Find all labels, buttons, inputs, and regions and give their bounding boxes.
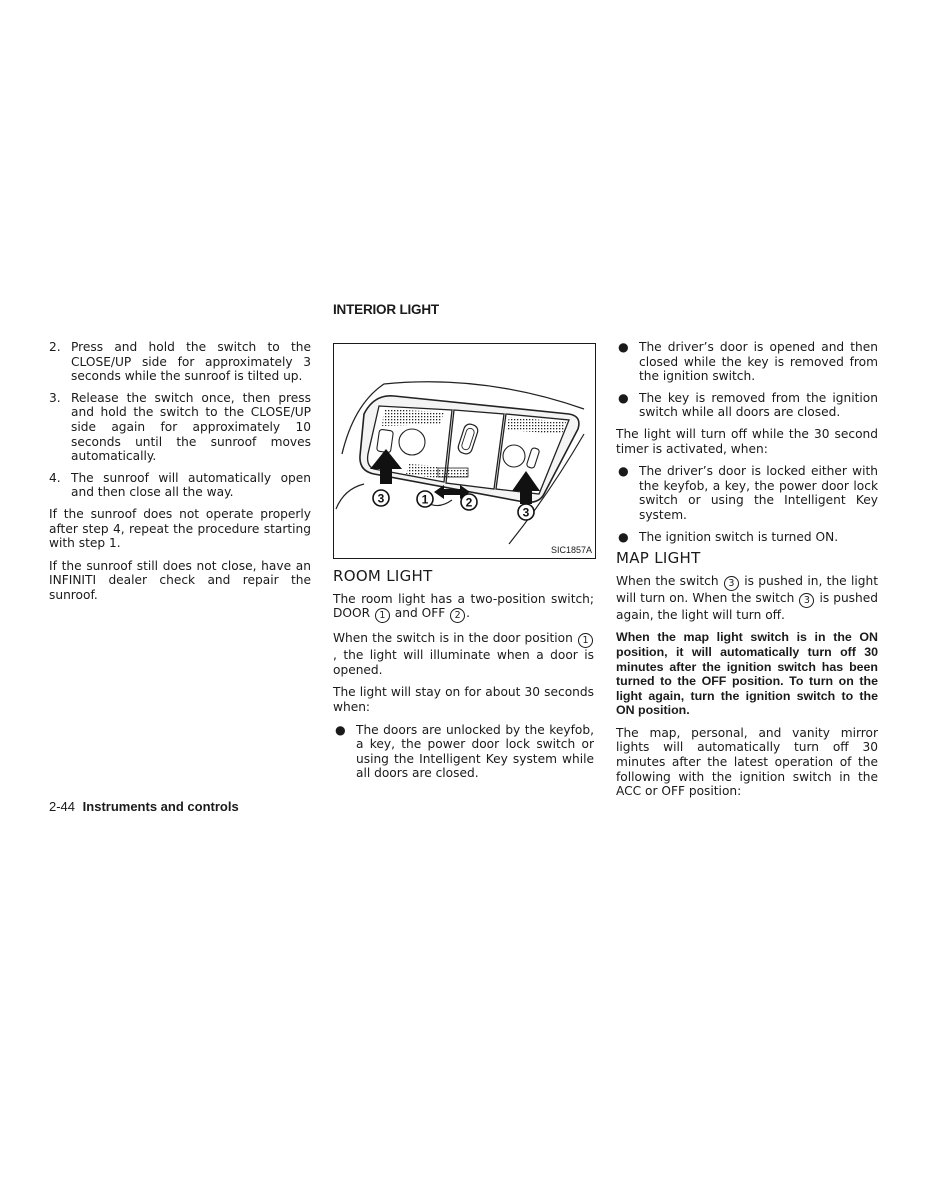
overhead-console-illustration	[334, 344, 595, 558]
bullet-icon: ●	[618, 340, 629, 354]
page-number: 2-44	[49, 799, 76, 814]
warning-paragraph: When the map light switch is in the ON position, it will automatically turn off 30 minutes after the ignition switch has been turned to the OFF position. To turn on the light again, turn the ignition switch to the ON position.	[616, 630, 878, 718]
list-item	[49, 340, 311, 384]
bullet-list	[333, 723, 594, 781]
list-item	[49, 391, 311, 464]
step-number: 3.	[49, 390, 61, 405]
map-light-heading: MAP LIGHT	[616, 549, 701, 568]
figure-caption: SIC1857A	[550, 545, 592, 555]
svg-text:3: 3	[377, 491, 385, 506]
callout-1	[417, 491, 433, 507]
paragraph: When the switch 3 is pushed in, the light will turn on. When the switch 3 is pushed again, the light will turn off.	[616, 573, 879, 622]
paragraph: The light will turn off while the 30 second timer is activated, when:	[616, 426, 878, 456]
bullet-list	[616, 340, 878, 420]
interior-light-figure	[333, 343, 596, 559]
bullet-list	[616, 464, 878, 544]
list-item: ● The key is removed from the ignition switch while all doors are closed.	[618, 390, 878, 420]
svg-text:3: 3	[522, 505, 530, 520]
callout-3-inline: 3	[724, 576, 739, 591]
paragraph: When the switch is in the door position 1, the light will illuminate when a door is opened.	[333, 631, 594, 677]
paragraph: The room light has a two-position switch; DOOR 1 and OFF 2 .	[333, 591, 594, 622]
paragraph: If the sunroof does not operate properly after step 4, repeat the procedure starting with step 1.	[49, 506, 311, 551]
callout-1-inline: 1	[578, 633, 593, 648]
paragraph: If the sunroof still does not close, have an INFINITI dealer check and repair the sunroof.	[49, 558, 311, 602]
step-number: 2.	[49, 340, 61, 354]
step-text: Press and hold the switch to the CLOSE/UP side for approximately 3 seconds while the sunroof is tilted up.	[71, 340, 311, 384]
paragraph: The light will stay on for about 30 seconds when:	[333, 685, 594, 714]
middle-column	[333, 569, 594, 788]
callout-3-inline: 3	[799, 593, 814, 608]
room-light-heading: ROOM LIGHT	[333, 567, 433, 585]
step-text: The sunroof will automatically open and then close all the way.	[71, 470, 311, 500]
step-text: Release the switch once, then press and hold the switch to the CLOSE/UP side again for approximately 10 seconds until the sunroof moves automatically.	[71, 390, 311, 464]
section-title: INTERIOR LIGHT	[333, 302, 439, 317]
list-item: ● The driver’s door is locked either with the keyfob, a key, the power door lock switch or using the Intelligent Key system.	[618, 464, 878, 522]
callout-3-right	[518, 504, 534, 520]
svg-text:2: 2	[465, 495, 473, 510]
paragraph: The map, personal, and vanity mirror lights will automatically turn off 30 minutes after the latest operation of the following with the ignition switch in the ACC or OFF position:	[616, 725, 878, 799]
list-item: ● The driver’s door is opened and then closed while the key is removed from the ignition switch.	[618, 340, 878, 384]
bullet-icon: ●	[618, 464, 629, 479]
list-item: ● The ignition switch is turned ON.	[618, 529, 839, 544]
callout-2-inline: 2	[450, 608, 465, 623]
right-column	[616, 340, 878, 807]
callout-1-inline: 1	[375, 608, 390, 623]
steps-list	[49, 340, 311, 500]
bullet-icon: ●	[335, 722, 346, 737]
list-item: ● The doors are unlocked by the keyfob, a key, the power door lock switch or using the Intelligent Key system while all doors are closed.	[335, 722, 594, 781]
list-item	[49, 471, 311, 500]
callout-3-left	[373, 490, 389, 506]
bullet-icon: ●	[618, 529, 629, 544]
step-number: 4.	[49, 470, 61, 485]
page-footer	[49, 799, 239, 814]
left-column	[49, 340, 311, 611]
callout-2	[461, 494, 477, 510]
bullet-icon: ●	[618, 390, 629, 405]
svg-text:1: 1	[421, 492, 429, 507]
chapter-title: Instruments and controls	[82, 799, 239, 814]
